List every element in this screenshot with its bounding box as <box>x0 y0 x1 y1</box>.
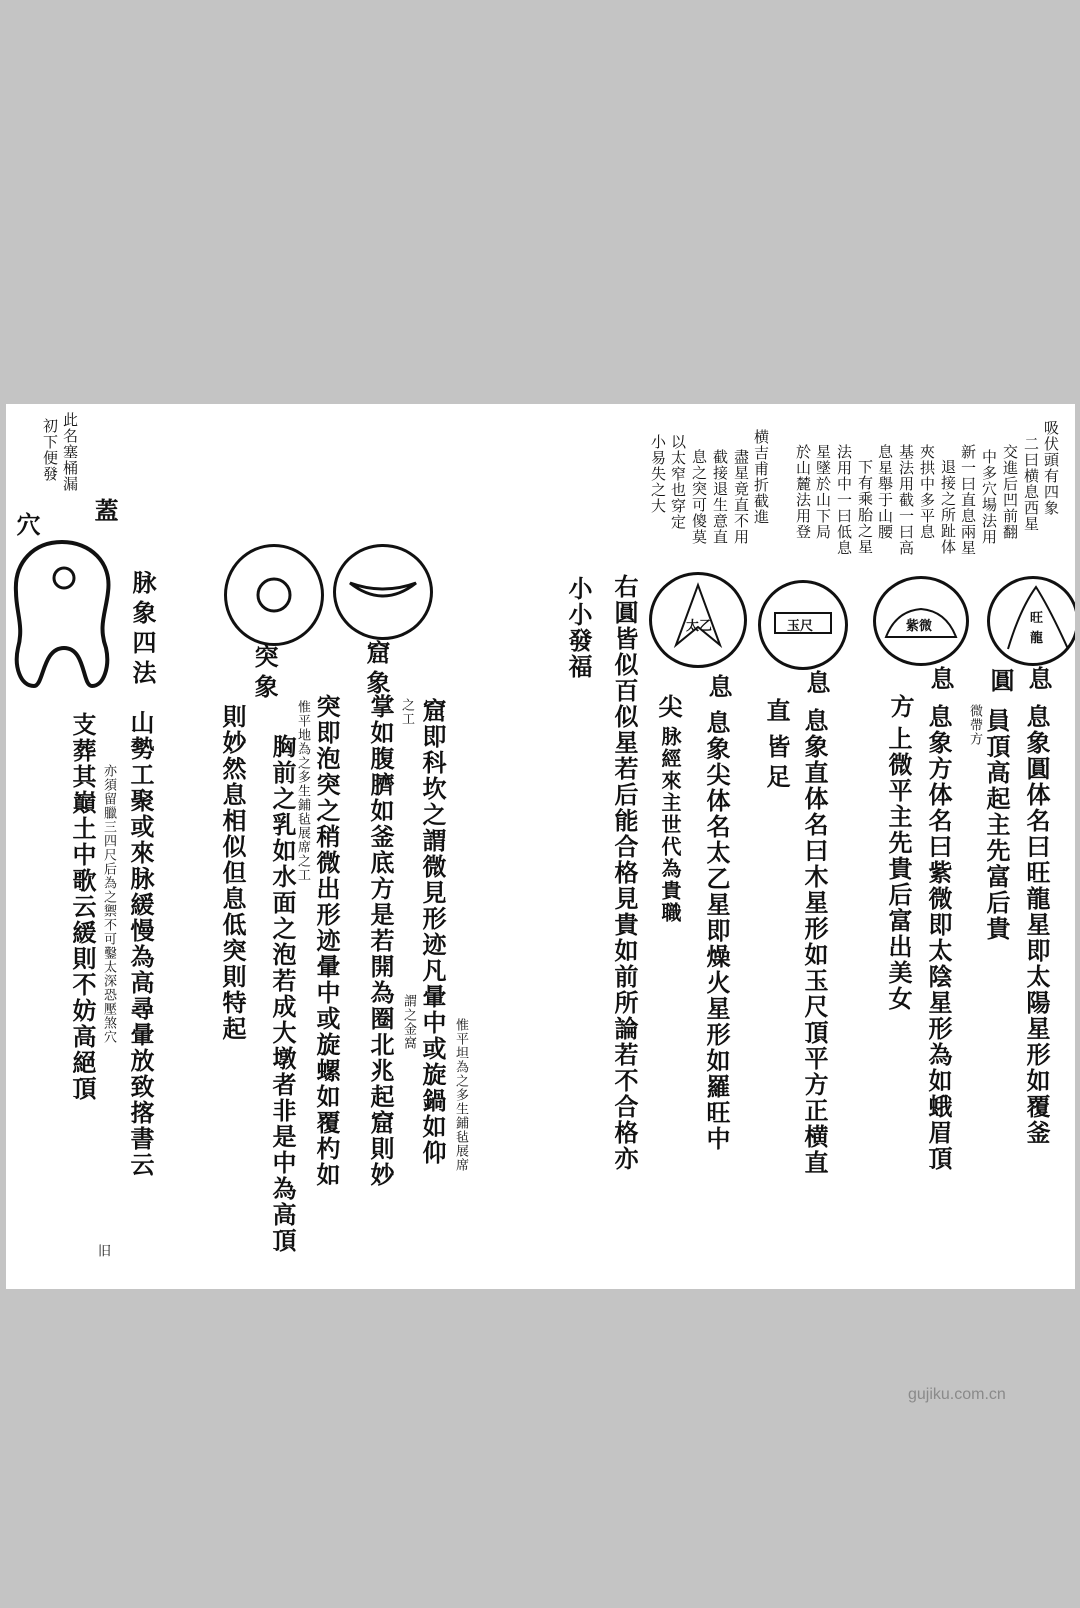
body-col-6: 息象尖体名太乙星即燥火星形如羅旺中 <box>702 710 731 1152</box>
circle-label-yuchi: 玉尺 <box>787 619 814 634</box>
circle-ziwei <box>873 576 969 666</box>
header-note-b1: 横吉甫折截進 <box>752 429 770 525</box>
circle-label-wang: 旺 <box>1030 611 1044 626</box>
left-body-col-4: 胸前之乳如水面之泡若成大墩者非是中為高頂 <box>268 734 297 1254</box>
circle-wanglong <box>987 576 1075 666</box>
site-watermark: gujiku.com.cn <box>908 1386 1006 1403</box>
header-note-13: 於山麓法用登 <box>794 444 812 540</box>
circle-yuchi <box>758 580 848 670</box>
circle-tu <box>224 544 324 646</box>
body-note-left-4: 惟平地為之多生鋪毡展席之工 <box>295 700 310 882</box>
body-note-weidaifang: 微帶方 <box>967 704 982 746</box>
header-note-b6: 小易失之大 <box>649 434 667 514</box>
left-body-col-7: 支葬其巔土中歌云緩則不妨高絕頂 <box>68 712 97 1102</box>
header-note-5: 新一曰直息兩星 <box>959 444 977 556</box>
head-xi-3: 息 <box>802 670 831 700</box>
body-col-5: 息象直体名曰木星形如玉尺頂平方正横直 <box>800 708 829 1176</box>
head-yuan: 圓 <box>986 668 1015 698</box>
head-jiezu: 皆足 <box>762 734 791 794</box>
header-note-3: 交進后凹前翻 <box>1001 444 1019 540</box>
header-note-b3: 截接退生意直 <box>711 449 729 545</box>
circle-ku <box>333 544 433 640</box>
mai-title: 脉象四法 <box>128 570 157 690</box>
header-note-b2: 盡星竟直不用 <box>732 449 750 545</box>
header-note-1: 吸伏頭有四象 <box>1042 420 1060 516</box>
corner-caption-xue: 穴 <box>12 512 41 542</box>
body-note-left-6: 旧 <box>95 1244 110 1258</box>
left-body-col-3: 突即泡突之稍微出形迹暈中或旋螺如覆杓如 <box>312 694 341 1188</box>
head-xi-2: 息 <box>926 666 955 696</box>
body-note-left-3: 之工 <box>399 698 414 726</box>
circle-taiyi <box>649 572 747 668</box>
corner-caption-gai: 蓋 <box>90 498 119 528</box>
body-col-1: 息象圓体名曰旺龍星即太陽星形如覆釜 <box>1022 704 1051 1146</box>
header-note-12: 星墜於山下局 <box>814 444 832 540</box>
body-note-left-1: 惟平坦為之多生鋪毡展席 <box>453 1018 468 1172</box>
body-col-4: 上微平主先貴后富出美女 <box>884 726 913 1012</box>
body-note-left-2: 謂之金窩 <box>401 994 416 1050</box>
header-note-8: 基法用截一曰高 <box>897 444 915 556</box>
header-note-2: 二曰横息西星 <box>1022 436 1040 532</box>
left-body-col-5: 則妙然息相似但息低突則特起 <box>218 704 247 1042</box>
header-note-10: 下有乘胎之星 <box>856 459 874 555</box>
left-body-col-6: 山勢工聚或來脉緩慢為高尋暈放致揢書云 <box>126 710 155 1178</box>
circle-label-long: 龍 <box>1030 631 1044 646</box>
body-col-3: 息象方体名曰紫微即太陰星形為如蛾眉頂 <box>924 704 953 1172</box>
left-body-col-1: 窟即科坎之謂微見形迹凡暈中或旋鍋如仰 <box>418 698 447 1166</box>
header-note-9: 息星舉于山腰 <box>876 444 894 540</box>
head-jian: 尖 <box>654 694 683 724</box>
header-note-b5: 以太窄也穿定 <box>669 434 687 530</box>
lobed-mound-drawing <box>10 536 114 692</box>
head-xi-1: 息 <box>1024 666 1053 696</box>
body-col-8: 右圓皆似百似星若后能合格見貴如前所論若不合格亦 <box>610 574 639 1172</box>
circle-label-taiyi: 太乙 <box>686 619 713 634</box>
body-note-left-5: 亦須留臘三四尺后為之禦不可鑿太深恐壓煞穴 <box>101 764 116 1044</box>
header-note-6: 退接之所趾体 <box>939 459 957 555</box>
header-note-b4: 息之突可傻莫 <box>690 449 708 545</box>
small-ring-icon <box>227 547 321 643</box>
hollow-bowl-icon <box>336 547 430 637</box>
body-col-2: 員頂高起主先富后貴 <box>982 708 1011 942</box>
circle-label-tu: 突象 <box>250 644 279 704</box>
header-note-4: 中多穴場法用 <box>980 449 998 545</box>
header-note-7: 夾拱中多平息 <box>918 444 936 540</box>
circle-label-ku: 窟象 <box>362 640 391 700</box>
body-col-9: 小小發福 <box>564 576 593 680</box>
circle-label-ziwei: 紫微 <box>906 619 933 634</box>
corner-note-2: 初下便發 <box>41 418 59 482</box>
head-xi-4: 息 <box>704 674 733 704</box>
header-note-11: 法用中一曰低息 <box>835 444 853 556</box>
scanned-page <box>6 404 1075 1289</box>
head-zhi: 直 <box>762 698 791 728</box>
body-col-7: 脉經來主世代為貴職 <box>658 726 682 924</box>
head-fang: 方 <box>886 694 915 724</box>
corner-note-1: 此名塞桶漏 <box>61 412 79 492</box>
left-body-col-2: 掌如腹臍如釜底方是若開為圈北兆起窟則妙 <box>366 694 395 1188</box>
